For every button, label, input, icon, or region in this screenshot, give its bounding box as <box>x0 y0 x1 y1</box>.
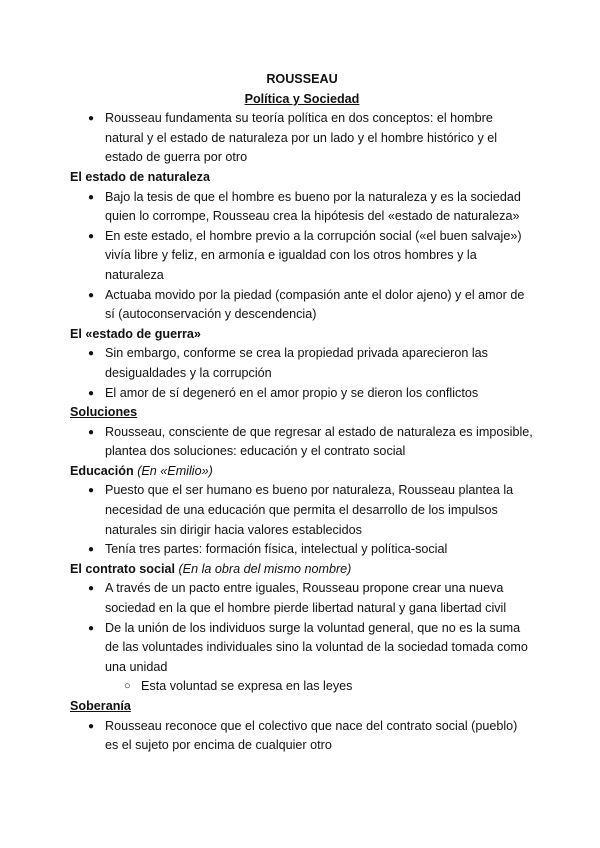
section-heading-soluciones <box>70 403 534 423</box>
section-heading-educacion <box>70 462 534 482</box>
list-item <box>105 619 534 697</box>
section-heading-contrato-social <box>70 560 534 580</box>
intro-list <box>70 109 534 168</box>
section-list <box>70 717 534 756</box>
list-item: ● Rousseau, consciente de que regresar al estado de naturaleza es imposible, plantea dos soluciones: educación y el contrato social <box>105 423 534 462</box>
list-item: ● A través de un pacto entre iguales, Rousseau propone crear una nueva sociedad en la que el hombre pierde libertad natural y gana libertad civil <box>105 579 534 618</box>
section-heading-soberania <box>70 697 534 717</box>
section-heading-estado-naturaleza <box>70 168 534 188</box>
section-list <box>70 188 534 325</box>
document-title: ROUSSEAU <box>266 72 338 86</box>
sub-list <box>105 677 534 697</box>
section-heading-text: El estado de naturaleza <box>70 169 210 184</box>
list-item: ● Rousseau reconoce que el colectivo que nace del contrato social (pueblo) es el sujeto por encima de cualquier otro <box>105 717 534 756</box>
section-heading-text: El contrato social <box>70 561 175 576</box>
list-item: ● Puesto que el ser humano es bueno por naturaleza, Rousseau plantea la necesidad de una educación que permita el desarrollo de los impulsos naturales sin dirigir hacia valores establecidos <box>105 481 534 540</box>
list-item: ● Bajo la tesis de que el hombre es bueno por la naturaleza y es la sociedad quien lo corrompe, Rousseau crea la hipótesis del «estado de naturaleza» <box>105 188 534 227</box>
section-heading-text: Educación <box>70 463 134 478</box>
section-heading-text: Soberanía <box>70 699 131 713</box>
section-heading-note: (En la obra del mismo nombre) <box>178 561 352 576</box>
section-list <box>70 481 534 559</box>
list-item: ● Sin embargo, conforme se crea la propiedad privada aparecieron las desigualdades y la corrupción <box>105 344 534 383</box>
sub-list-item: ○ Esta voluntad se expresa en las leyes <box>141 677 534 697</box>
list-item: ● Tenía tres partes: formación física, intelectual y política-social <box>105 540 534 560</box>
list-item-text: De la unión de los individuos surge la voluntad general, que no es la suma de las voluntades individuales sino la voluntad de la sociedad tomada como una unidad <box>105 620 528 674</box>
list-item: ● Actuaba movido por la piedad (compasión ante el dolor ajeno) y el amor de sí (autoconservación y descendencia) <box>105 286 534 325</box>
list-item: ● Rousseau fundamenta su teoría política en dos conceptos: el hombre natural y el estado de naturaleza por un lado y el hombre histórico y el estado de guerra por otro <box>105 109 534 168</box>
section-heading-text: Soluciones <box>70 405 138 420</box>
section-heading-note: (En «Emilio») <box>137 463 213 478</box>
list-item: ● El amor de sí degeneró en el amor propio y se dieron los conflictos <box>105 384 534 404</box>
section-heading-estado-guerra <box>70 325 534 345</box>
section-list <box>70 344 534 403</box>
document-subtitle: Política y Sociedad <box>244 91 360 106</box>
section-list <box>70 579 534 697</box>
section-heading-text: El «estado de guerra» <box>70 326 201 341</box>
list-item: ● En este estado, el hombre previo a la corrupción social («el buen salvaje») vivía libre y feliz, en armonía e igualdad con los otros hombres y la naturaleza <box>105 227 534 286</box>
section-list <box>70 423 534 462</box>
